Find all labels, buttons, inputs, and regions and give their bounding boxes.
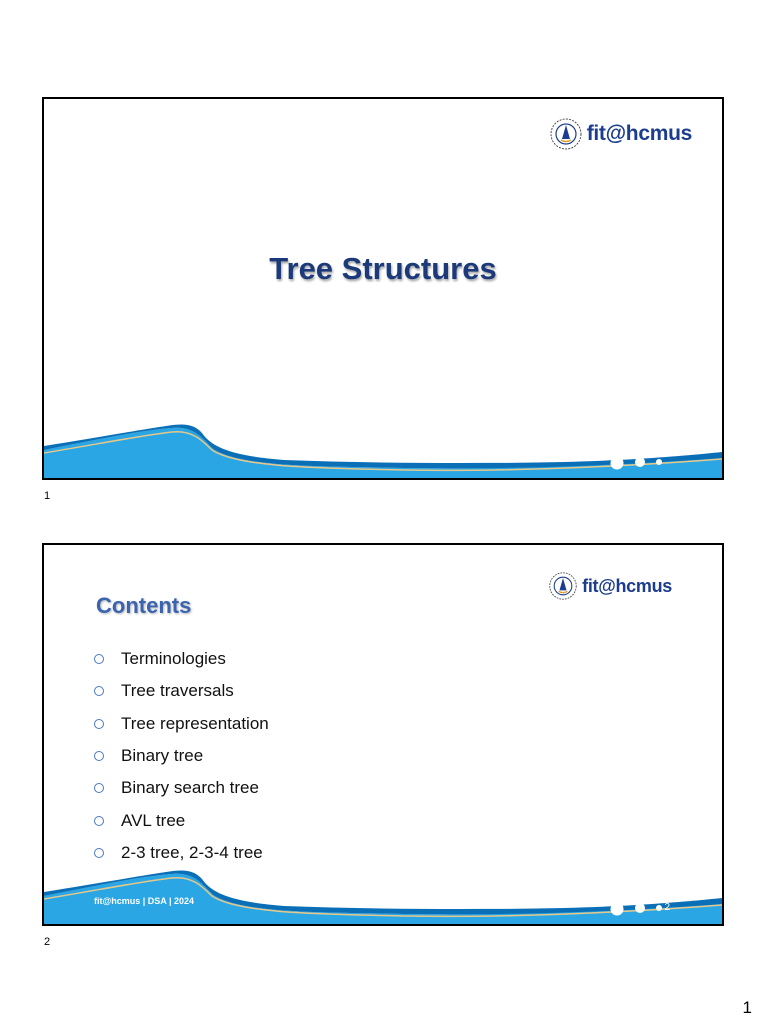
list-item <box>94 643 269 675</box>
slide-2-label: 2 <box>44 936 51 948</box>
hollow-circle-icon <box>94 654 104 664</box>
university-seal-icon <box>548 571 578 601</box>
list-item <box>94 772 269 804</box>
page-number: 1 <box>742 998 752 1017</box>
slide-2 <box>42 543 724 926</box>
hollow-circle-icon <box>94 719 104 729</box>
slide-footer: fit@hcmus | DSA | 2024 <box>94 896 195 906</box>
contents-list <box>94 643 269 869</box>
list-item-text: Binary search tree <box>121 778 259 798</box>
hollow-circle-icon <box>94 783 104 793</box>
wave-decoration <box>44 854 722 924</box>
list-item-text: Tree representation <box>121 713 269 733</box>
fit-hcmus-logo <box>548 571 672 601</box>
slide-1-label: 1 <box>44 490 51 502</box>
list-item <box>94 804 269 836</box>
list-item <box>94 675 269 707</box>
list-item <box>94 740 269 772</box>
contents-title: Contents <box>96 593 192 618</box>
hollow-circle-icon <box>94 751 104 761</box>
list-item-text: Tree traversals <box>121 681 234 701</box>
hollow-circle-icon <box>94 686 104 696</box>
logo-text: fit@hcmus <box>582 575 672 596</box>
slide-number: 2 <box>664 902 670 913</box>
list-item <box>94 708 269 740</box>
slide-title: Tree Structures <box>269 251 497 286</box>
list-item-text: 2-3 tree, 2-3-4 tree <box>121 842 263 862</box>
list-item-text: Binary tree <box>121 746 204 766</box>
list-item-text: AVL tree <box>121 810 186 830</box>
hollow-circle-icon <box>94 816 104 826</box>
slide-1 <box>42 97 724 480</box>
fit-hcmus-logo <box>549 117 692 151</box>
list-item-text: Terminologies <box>121 649 226 669</box>
wave-decoration <box>44 408 722 478</box>
logo-text: fit@hcmus <box>586 122 692 145</box>
university-seal-icon <box>549 117 583 151</box>
